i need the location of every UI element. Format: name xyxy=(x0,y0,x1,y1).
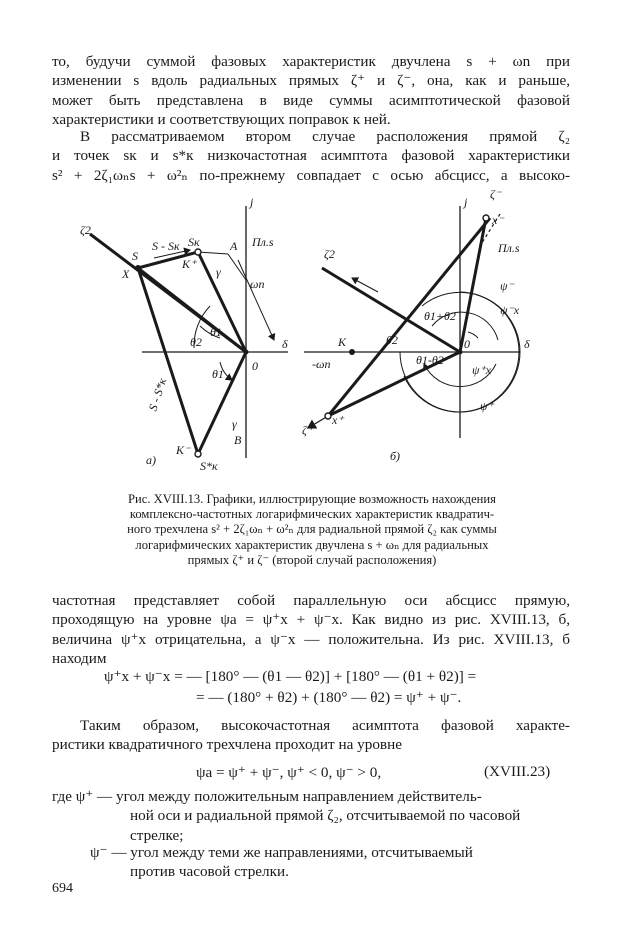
fig-label: ωn xyxy=(250,277,265,291)
caption-line: логарифмических характеристик двучлена s + ωₙ для радиальных xyxy=(135,537,489,552)
text-line: ной оси и радиальной прямой ζ₂, отсчитываемой по часовой xyxy=(130,807,521,825)
text-line: против часовой стрелки. xyxy=(130,863,289,881)
paragraph-1 xyxy=(52,52,570,130)
fig-label: δ xyxy=(524,337,530,351)
fig-label: θ1+θ2 xyxy=(424,309,456,323)
text-line: ристики квадратичного трехчлена проходит на уровне xyxy=(52,736,402,754)
caption-line: ного трехчлена s² + 2ζ₁ωₙ + ω²ₙ для радиальной прямой ζ₂ как суммы xyxy=(127,522,497,537)
page-number: 694 xyxy=(52,881,73,896)
fig-label: ζ2 xyxy=(80,223,91,237)
paragraph-2 xyxy=(52,127,570,185)
fig-label: Sк xyxy=(188,235,200,249)
text-line: величина ψ⁺x отрицательна, а ψ⁻x — положительна. Из рис. XVIII.13, б xyxy=(52,630,570,648)
text-line: ψ⁻ — угол между теми же направлениями, отсчитываемый xyxy=(90,844,473,861)
fig-label: θ2 xyxy=(386,333,398,347)
text-line: может быть представлена в виде суммы асимптотической фазовой xyxy=(52,91,570,109)
fig-label: S - Sк xyxy=(152,239,180,253)
fig-label: A xyxy=(230,239,238,253)
left-diagram xyxy=(80,195,288,473)
fig-label: ζ⁺ xyxy=(302,423,314,437)
fig-label: δ xyxy=(282,337,288,351)
definition-psi-minus xyxy=(90,843,570,882)
paragraph-4 xyxy=(52,716,570,755)
fig-label: θ1 xyxy=(210,325,222,339)
equation-number: (XVIII.23) xyxy=(484,763,551,780)
fig-label: ψ⁻x xyxy=(500,303,520,317)
right-diagram xyxy=(302,188,530,463)
text-line: и точек sк и s*к низкочастотная асимптота фазовой характеристики xyxy=(52,147,570,165)
text-line: где ψ⁺ — угол между положительным направлением действитель- xyxy=(52,788,482,805)
fig-label: j xyxy=(464,195,468,209)
fig-label: S xyxy=(132,249,138,263)
definition-psi-plus xyxy=(52,787,570,845)
fig-label: S - S*к xyxy=(145,376,170,413)
fig-label: ψ⁺x xyxy=(472,363,492,377)
fig-label: j xyxy=(250,195,254,209)
text-line: то, будучи суммой фазовых характеристик двучлена s + ωn при xyxy=(52,53,570,70)
fig-label: θ2 xyxy=(190,335,202,349)
text-line: находим xyxy=(52,650,107,668)
text-line: стрелке; xyxy=(130,826,184,844)
text-line: s² + 2ζ₁ωₙs + ω²ₙ по-прежнему совпадает с осью абсцисс, а высоко- xyxy=(52,166,570,184)
fig-label: K⁻ xyxy=(176,443,191,457)
caption-line: комплексно-частотных логарифмических характеристик квадратич- xyxy=(129,507,495,522)
equation-2: = — (180° + θ2) + (180° — θ2) = ψ⁺ + ψ⁻. xyxy=(196,689,462,706)
fig-label: 0 xyxy=(464,337,470,351)
equation-3: ψa = ψ⁺ + ψ⁻, ψ⁺ < 0, ψ⁻ > 0, xyxy=(196,764,382,781)
figure-xviii-13 xyxy=(60,188,560,488)
paragraph-3 xyxy=(52,591,570,669)
fig-label: ζ⁻ xyxy=(490,188,502,201)
caption-line: Рис. XVIII.13. Графики, иллюстрирующие возможность нахождения xyxy=(128,492,496,506)
fig-label: Пл.s xyxy=(498,241,520,255)
fig-label: γ xyxy=(216,265,221,279)
fig-label: -ωn xyxy=(312,357,331,371)
text-line: характеристики и соответствующих поправок к ней. xyxy=(52,111,391,129)
text-line: проходящую на уровне ψa = ψ⁺x + ψ⁻x. Как видно из рис. XVIII.13, б, xyxy=(52,611,570,629)
fig-label: x⁻ xyxy=(492,213,504,227)
caption-line: прямых ζ⁺ и ζ⁻ (второй случай расположения) xyxy=(187,552,437,567)
fig-label: θ1-θ2 xyxy=(416,353,444,367)
fig-label: K xyxy=(338,335,347,349)
fig-label: γ xyxy=(232,417,237,431)
fig-label: ψ⁻ xyxy=(500,279,514,293)
text-line: изменении s вдоль радиальных прямых ζ⁺ и ζ⁻, она, как и раньше, xyxy=(52,72,570,90)
text-line: частотная представляет собой параллельную оси абсцисс прямую, xyxy=(52,592,570,609)
fig-label: B xyxy=(234,433,242,447)
fig-label: θ1 xyxy=(212,367,224,381)
text-line: Таким образом, высокочастотная асимптота фазовой характе- xyxy=(80,717,570,734)
fig-label: Пл.s xyxy=(252,235,274,249)
fig-label: S*к xyxy=(200,459,218,473)
fig-label: ψ⁺ xyxy=(480,399,494,413)
fig-label: K⁺ xyxy=(182,257,197,271)
fig-label: 0 xyxy=(252,359,258,373)
equation-1: ψ⁺x + ψ⁻x = — [180° — (θ1 — θ2)] + [180° — (θ1 + θ2)] = xyxy=(104,668,477,685)
fig-label: X xyxy=(122,267,130,281)
panel-label: а) xyxy=(146,453,156,467)
fig-label: ζ2 xyxy=(324,247,335,261)
fig-label: x⁺ xyxy=(332,413,344,427)
panel-label: б) xyxy=(390,449,401,463)
text-line: В рассматриваемом втором случае расположения прямой ζ₂ xyxy=(80,128,570,145)
figure-caption xyxy=(62,492,562,568)
